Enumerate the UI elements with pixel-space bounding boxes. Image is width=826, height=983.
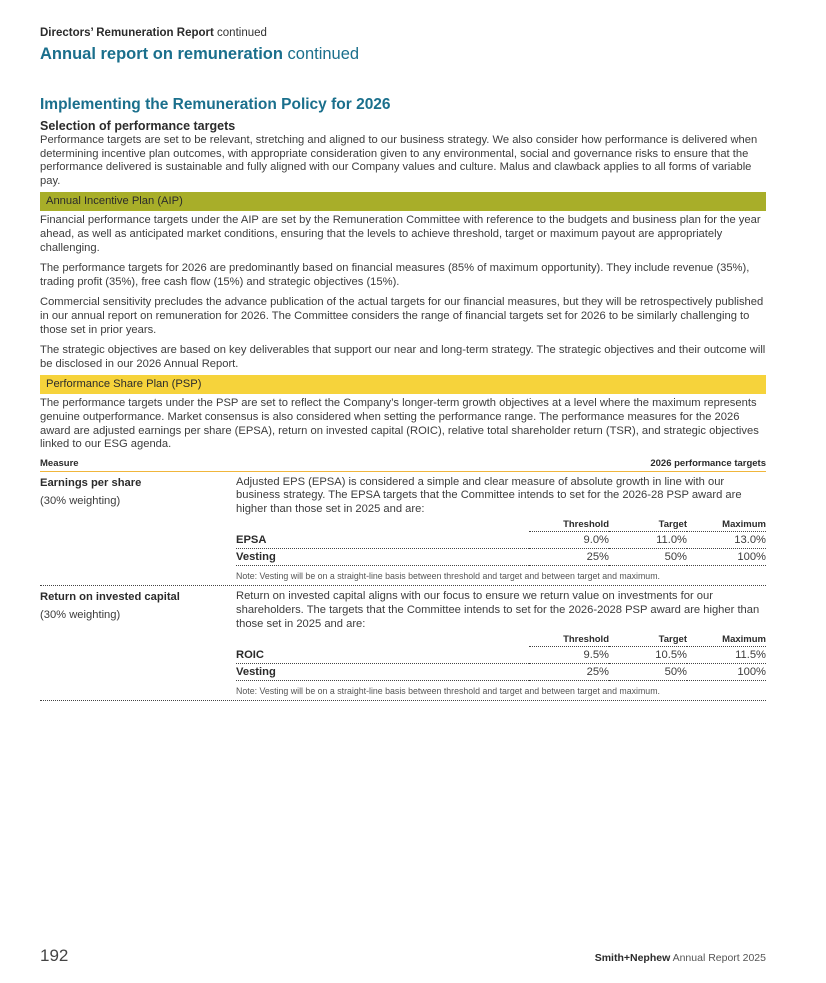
aip-paragraph: Financial performance targets under the AIP are set by the Remuneration Committee with reference to the budgets and business plan for the year ahead, as well as anticipated market conditions, ensuring that the levels to achieve threshold, target or maximum payout are appropriately challenging.	[40, 214, 761, 254]
table-row	[236, 664, 766, 681]
threshold-header: Threshold	[529, 518, 609, 532]
target-vesting: 50%	[609, 549, 687, 566]
table-row	[236, 532, 766, 549]
section-header-suffix: continued	[282, 45, 360, 63]
vesting-label: Vesting	[236, 549, 529, 566]
measure-detail	[236, 476, 766, 584]
aip-paragraph: The strategic objectives are based on key deliverables that support our near and long-term strategy. The strategic objectives and their outcome will be disclosed in our 2026 Annual Report.	[40, 344, 766, 370]
aip-heading-band: Annual Incentive Plan (AIP)	[40, 192, 766, 211]
target-value: 11.0%	[609, 532, 687, 549]
aip-paragraph: Commercial sensitivity precludes the advance publication of the actual targets for our financial measures, but they will be retrospectively published in our annual report on remuneration for 2026. The Committee considers the range of financial targets set for 2026 to be similarly challenging to those set in prior years.	[40, 296, 764, 336]
running-header	[40, 27, 267, 39]
threshold-value: 9.0%	[529, 532, 609, 549]
metric-label: EPSA	[236, 532, 529, 549]
maximum-value: 13.0%	[687, 532, 766, 549]
page-number: 192	[40, 946, 69, 965]
measure-cell	[40, 590, 236, 698]
maximum-header: Maximum	[687, 518, 766, 532]
threshold-value: 9.5%	[529, 647, 609, 664]
footer	[595, 952, 766, 964]
footer-brand: Smith+Nephew	[594, 952, 671, 964]
measure-description: Return on invested capital aligns with our focus to ensure we return value on investments for our shareholders. The targets that the Committee intends to set for the 2026-2028 PSP award are higher than those set in 2025 and are:	[236, 590, 760, 630]
main-content	[40, 95, 766, 701]
maximum-vesting: 100%	[687, 549, 766, 566]
section-header-title: Annual report on remuneration	[40, 45, 283, 63]
vesting-note: Note: Vesting will be on a straight-line basis between threshold and target and between target and maximum.	[236, 686, 660, 697]
running-header-suffix: continued	[213, 27, 267, 39]
measure-row	[40, 472, 766, 587]
vesting-label: Vesting	[236, 664, 529, 681]
targets-table	[236, 518, 766, 566]
threshold-header: Threshold	[529, 633, 609, 647]
aip-paragraph: The performance targets for 2026 are predominantly based on financial measures (85% of maximum opportunity). They include revenue (35%), trading profit (35%), free cash flow (15%) and strategic objectives (15%).	[40, 262, 750, 288]
maximum-value: 11.5%	[687, 647, 766, 664]
metric-label: ROIC	[236, 647, 529, 664]
measure-detail	[236, 590, 766, 698]
target-header: Target	[609, 633, 687, 647]
threshold-vesting: 25%	[529, 549, 609, 566]
targets-table	[236, 633, 766, 681]
measures-table-header	[40, 458, 766, 472]
table-row	[236, 647, 766, 664]
maximum-vesting: 100%	[687, 664, 766, 681]
measure-column-header: Measure	[40, 457, 79, 469]
threshold-vesting: 25%	[529, 664, 609, 681]
section-subtitle: Selection of performance targets	[40, 119, 236, 133]
measure-description: Adjusted EPS (EPSA) is considered a simple and clear measure of absolute growth in line with our business strategy. The EPSA targets that the Committee intends to set for the 2026-28 PSP award are higher than those set in 2025 and are:	[236, 475, 742, 515]
measure-name: Return on invested capital	[40, 591, 180, 604]
maximum-header: Maximum	[687, 633, 766, 647]
measure-cell	[40, 476, 236, 584]
target-value: 10.5%	[609, 647, 687, 664]
intro-paragraph: Performance targets are set to be relevant, stretching and aligned to our business strategy. We also consider how performance is delivered when determining incentive plan outcomes, with appropriate consideration given to any environmental, social and governance risks to ensure that the performance delivered is sustainable and fully aligned with our Company values and culture. Malus and clawback applies to all forms of variable pay.	[40, 134, 758, 187]
target-header: Target	[609, 518, 687, 532]
table-row	[236, 549, 766, 566]
target-vesting: 50%	[609, 664, 687, 681]
measure-name: Earnings per share	[40, 476, 142, 489]
psp-paragraph: The performance targets under the PSP are set to reflect the Company’s longer-term growth objectives at a level where the maximum represents genuine outperformance. Market consensus is also considered when setting the performance range. The performance measures for the 2026 award are adjusted earnings per share (EPSA), return on invested capital (ROIC), relative total shareholder return (TSR), and strategic objectives linked to our ESG agenda.	[40, 397, 759, 451]
section-header	[40, 45, 359, 64]
targets-column-header: 2026 performance targets	[650, 457, 766, 469]
page-title: Implementing the Remuneration Policy for 2026	[40, 96, 391, 113]
vesting-note: Note: Vesting will be on a straight-line basis between threshold and target and between target and maximum.	[236, 571, 660, 582]
measure-weighting: (30% weighting)	[40, 494, 121, 507]
footer-report-name: Annual Report 2025	[670, 952, 766, 964]
running-header-title: Directors’ Remuneration Report	[40, 27, 214, 39]
psp-heading-band: Performance Share Plan (PSP)	[40, 375, 766, 394]
measure-row	[40, 586, 766, 701]
measure-weighting: (30% weighting)	[40, 609, 121, 622]
